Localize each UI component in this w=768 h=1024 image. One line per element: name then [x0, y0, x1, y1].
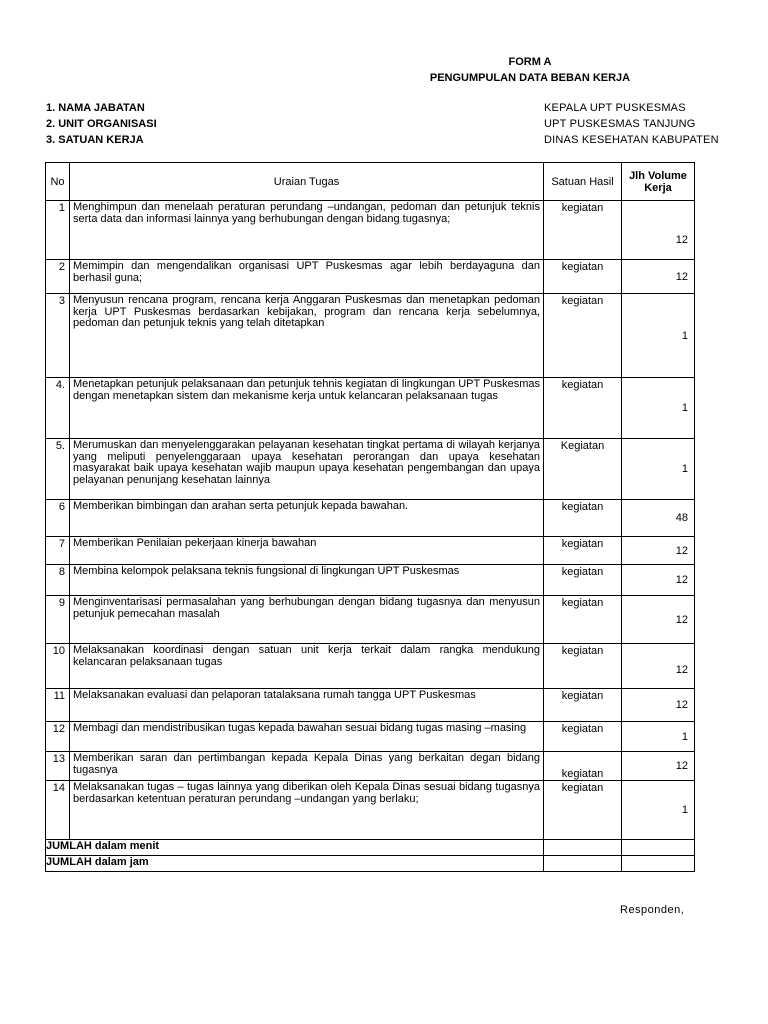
row-unit: kegiatan — [544, 689, 622, 722]
row-no: 7 — [46, 537, 70, 565]
row-no: 13 — [46, 752, 70, 781]
row-unit: kegiatan — [544, 722, 622, 752]
row-unit: kegiatan — [544, 260, 622, 294]
row-task: Melaksanakan tugas – tugas lainnya yang diberikan oleh Kepala Dinas sesuai bidang tugasnya berdasarkan ketentuan peraturan perundang –undangan yang berlaku; — [70, 781, 544, 840]
header-task: Uraian Tugas — [70, 163, 544, 201]
row-task: Memberikan bimbingan dan arahan serta petunjuk kepada bawahan. — [70, 500, 544, 537]
form-title: PENGUMPULAN DATA BEBAN KERJA — [429, 72, 631, 84]
row-task: Menetapkan petunjuk pelaksanaan dan petunjuk tehnis kegiatan di lingkungan UPT Puskesmas dengan menetapkan sistem dan mekanisme kerja untuk kelancaran pelaksanaan tugas — [70, 378, 544, 439]
row-unit: kegiatan — [544, 378, 622, 439]
row-volume: 12 — [622, 537, 695, 565]
table-row — [46, 439, 695, 500]
row-volume: 12 — [622, 260, 695, 294]
row-task: Membina kelompok pelaksana teknis fungsional di lingkungan UPT Puskesmas — [70, 565, 544, 596]
workload-table — [45, 162, 695, 872]
row-unit: kegiatan — [544, 781, 622, 840]
row-task: Memberikan Penilaian pekerjaan kinerja bawahan — [70, 537, 544, 565]
row-task: Melaksanakan koordinasi dengan satuan unit kerja terkait dalam rangka mendukung kelancaran pelaksanaan tugas — [70, 644, 544, 689]
header-unit: Satuan Hasil — [544, 163, 622, 201]
row-no: 1 — [46, 201, 70, 260]
row-task: Memberikan saran dan pertimbangan kepada Kepala Dinas yang berkaitan degan bidang tugasnya — [70, 752, 544, 781]
row-no: 10 — [46, 644, 70, 689]
row-unit: Kegiatan — [544, 439, 622, 500]
table-row — [46, 689, 695, 722]
row-unit: kegiatan — [544, 596, 622, 644]
row-unit: kegiatan — [544, 565, 622, 596]
summary-label: JUMLAH dalam jam — [46, 856, 544, 872]
identity-label-position: 1. NAMA JABATAN — [46, 102, 145, 114]
row-unit: kegiatan — [544, 644, 622, 689]
identity-label-unit: 2. UNIT ORGANISASI — [46, 118, 157, 130]
table-row — [46, 596, 695, 644]
row-unit: kegiatan — [544, 294, 622, 378]
summary-unit-cell — [544, 840, 622, 856]
row-task: Menghimpun dan menelaah peraturan perundang –undangan, pedoman dan petunjuk teknis serta data dan informasi lainnya yang berhubungan dengan bidang tugasnya; — [70, 201, 544, 260]
header-volume: Jlh Volume Kerja — [622, 163, 695, 201]
summary-label: JUMLAH dalam menit — [46, 840, 544, 856]
table-row — [46, 294, 695, 378]
row-task: Merumuskan dan menyelenggarakan pelayanan kesehatan tingkat pertama di wilayah kerjanya yang meliputi penyelenggaraan upaya kesehatan perorangan dan upaya kesehatan masyarakat baik upaya kesehatan wajib maupun upaya kesehatan pengembangan dan upaya pelayanan penunjang kesehatan lainnya — [70, 439, 544, 500]
row-no: 14 — [46, 781, 70, 840]
row-no: 6 — [46, 500, 70, 537]
row-no: 4. — [46, 378, 70, 439]
row-task: Melaksanakan evaluasi dan pelaporan tatalaksana rumah tangga UPT Puskesmas — [70, 689, 544, 722]
respondent-label: Responden, — [620, 904, 685, 916]
identity-label-workunit: 3. SATUAN KERJA — [46, 134, 144, 146]
form-label: FORM A — [508, 56, 552, 68]
table-row — [46, 260, 695, 294]
row-task: Membagi dan mendistribusikan tugas kepada bawahan sesuai bidang tugas masing –masing — [70, 722, 544, 752]
table-row — [46, 378, 695, 439]
identity-value-position: KEPALA UPT PUSKESMAS — [544, 102, 686, 114]
table-row — [46, 565, 695, 596]
summary-row-minutes — [46, 840, 695, 856]
row-unit: kegiatan — [544, 537, 622, 565]
row-no: 9 — [46, 596, 70, 644]
row-task: Menginventarisasi permasalahan yang berhubungan dengan bidang tugasnya dan menyusun petunjuk pemecahan masalah — [70, 596, 544, 644]
identity-value-unit: UPT PUSKESMAS TANJUNG — [544, 118, 696, 130]
row-volume: 1 — [622, 781, 695, 840]
row-task: Memimpin dan mengendalikan organisasi UPT Puskesmas agar lebih berdayaguna dan berhasil guna; — [70, 260, 544, 294]
row-volume: 12 — [622, 644, 695, 689]
row-volume: 1 — [622, 439, 695, 500]
summary-unit-cell — [544, 856, 622, 872]
summary-row-hours — [46, 856, 695, 872]
table-row — [46, 722, 695, 752]
row-no: 12 — [46, 722, 70, 752]
identity-value-workunit: DINAS KESEHATAN KABUPATEN — [544, 134, 719, 146]
row-volume: 12 — [622, 565, 695, 596]
summary-volume-cell — [622, 840, 695, 856]
row-unit: kegiatan — [544, 500, 622, 537]
row-no: 2 — [46, 260, 70, 294]
row-volume: 12 — [622, 752, 695, 781]
header-no: No — [46, 163, 70, 201]
row-task: Menyusun rencana program, rencana kerja Anggaran Puskesmas dan menetapkan pedoman kerja UPT Puskesmas berdasarkan kebijakan, program dan rencana kerja sebelumnya, pedoman dan petunjuk teknis yang telah ditetapkan — [70, 294, 544, 378]
table-row — [46, 644, 695, 689]
row-no: 3 — [46, 294, 70, 378]
row-unit: kegiatan — [544, 201, 622, 260]
row-volume: 12 — [622, 201, 695, 260]
row-volume: 48 — [622, 500, 695, 537]
row-volume: 1 — [622, 294, 695, 378]
table-row — [46, 201, 695, 260]
row-volume: 1 — [622, 378, 695, 439]
row-volume: 1 — [622, 722, 695, 752]
table-row — [46, 500, 695, 537]
summary-volume-cell — [622, 856, 695, 872]
row-no: 11 — [46, 689, 70, 722]
row-volume: 12 — [622, 596, 695, 644]
table-row — [46, 781, 695, 840]
row-no: 5. — [46, 439, 70, 500]
row-unit: kegiatan — [544, 752, 622, 781]
row-no: 8 — [46, 565, 70, 596]
table-row — [46, 752, 695, 781]
table-row — [46, 537, 695, 565]
row-volume: 12 — [622, 689, 695, 722]
